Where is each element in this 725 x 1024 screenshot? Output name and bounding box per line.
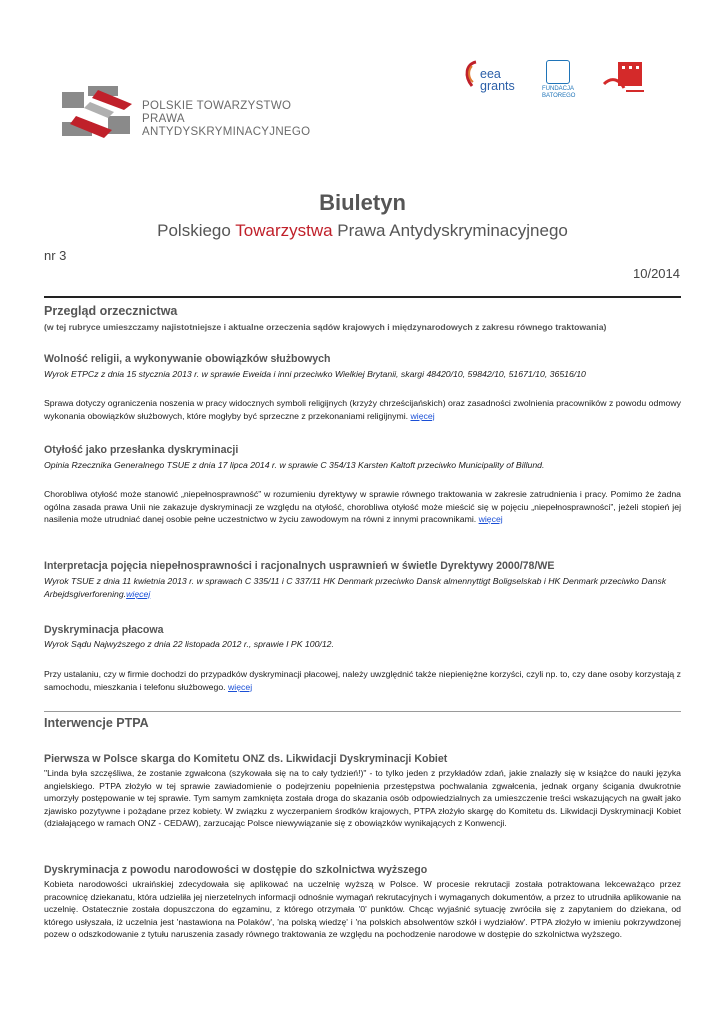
red-partner-logo-icon xyxy=(602,58,648,100)
fundacja-batorego-logo-icon xyxy=(546,60,570,84)
more-link[interactable]: więcej xyxy=(126,588,151,599)
sponsor-logos xyxy=(464,56,664,106)
item-text-body: Przy ustalaniu, czy w firmie dochodzi do przypadków dyskryminacji płacowej, należy uwzględnić także niepieniężne korzyści, czyli np. to, czy dane osoby korzystają z samochodu, mieszkania i telefonu służbowego. xyxy=(44,669,681,692)
subtitle-pre: Polskiego xyxy=(157,221,236,240)
item-text: "Linda była szczęśliwa, że zostanie zgwałcona (szykowała się na to cały tydzień!)" - to tylko jeden z przykładów zdań, jakie znalazły się w książce do nauki języka angielskiego. PTPA złożyło w tej sprawie zawiadomienie o podejrzeniu popełnienia przestępstwa pochwalania zgwałcenia, jednak organy ścigania dwukrotnie umorzyły postępowanie w tej sprawie. Tym samym zamknięta została droga do skazania osób odpowiedzialnych za umieszczenie treści wskazujących na gwałt jako zjawisko pozytywne i pożądane przez kobiety. W związku z wyczerpaniem środków krajowych, PTPA złożyło skargę do Komitetu ds. Likwidacji Dyskryminacji Kobiet (działającego w ramach ONZ - CEDAW), zarzucając Polsce niewywiązanie się z obowiązków wynikających z Konwencji. xyxy=(44,768,681,828)
eea-text: eea xyxy=(480,67,501,81)
item-citation xyxy=(44,575,681,600)
item-text-body: Chorobliwa otyłość może stanowić „niepełnosprawność” w rozumieniu dyrektywy w sprawie równego traktowania w zakresie zatrudnienia i pracy. Pomimo że żadna ogólna zasada prawa Unii nie zakazuje dyskryminacji ze względu na otyłość, chorobliwa otyłość może mieścić się w pojęciu „niepełnosprawności”, jeżeli stopień jej nasilenia może utrudniać danej osobie pełne uczestnictwo w życiu zawodowym na równi z innymi pracownikami. xyxy=(44,489,681,524)
subtitle-highlight: Towarzystwa xyxy=(235,221,333,240)
item-title: Interpretacja pojęcia niepełnosprawności i racjonalnych usprawnień w świetle Dyrektywy 2000/78/WE xyxy=(44,560,555,572)
item-title: Dyskryminacja płacowa xyxy=(44,624,164,636)
issue-number: nr 3 xyxy=(44,248,67,263)
divider-top xyxy=(44,296,681,298)
item-text: Kobieta narodowości ukraińskiej zdecydowała się aplikować na uczelnię wyższą w Polsce. W procesie rekrutacji została potraktowana lekceważąco przez pracownicę dziekanatu, która udzieliła jej nierzetelnych informacji odnośnie wymagań rekrutacyjnych i wymaganych dokumentów, a przez to utrudniła aplikowanie na uczelnię. Ostatecznie została dopuszczona do egzaminu, z którego otrzymała '0' punktów. Chcąc wyjaśnić sytuację zwróciła się z zapytaniem do dziekana, od którego usłyszała, iż uczelnia jest 'nastawiona na Polaków', 'na polską wiedzę' i 'na polskich absolwentów szkół i wydziałów'. PTPA złożyło w imieniu pokrzywdzonej pozew o odszkodowanie z tytułu naruszenia zasady równego traktowania ze względu na pochodzenie narodowe w dostępie do szkolnictwa wyższego. xyxy=(44,879,681,939)
item-title: Pierwsza w Polsce skarga do Komitetu ONZ ds. Likwidacji Dyskryminacji Kobiet xyxy=(44,753,448,765)
item-title: Wolność religii, a wykonywanie obowiązków służbowych xyxy=(44,353,331,365)
ptpa-logo-icon xyxy=(62,86,138,144)
item-citation: Wyrok Sądu Najwyższego z dnia 22 listopada 2012 r., sprawie I PK 100/12. xyxy=(44,639,334,649)
bulletin-title: Biuletyn xyxy=(319,190,406,215)
divider-middle xyxy=(44,711,681,712)
more-link[interactable]: więcej xyxy=(410,410,435,421)
batory-text xyxy=(542,86,582,100)
item-citation-body: Wyrok TSUE z dnia 11 kwietnia 2013 r. w sprawach C 335/11 i C 337/11 HK Denmark przeciwko Dansk almennyttigt Boligselskab i HK Denmark przeciwko Dansk Arbejdsgiverforening. xyxy=(44,576,667,599)
item-text xyxy=(44,397,681,422)
issue-date: 10/2014 xyxy=(633,266,680,281)
ptpa-logo-text xyxy=(142,100,332,139)
subtitle-post: Prawa Antydyskryminacyjnego xyxy=(332,221,568,240)
item-text xyxy=(44,488,681,526)
eea-grants-logo xyxy=(464,56,524,100)
batory-line1: FUNDACJA xyxy=(542,86,575,92)
red-partner-logo xyxy=(602,58,648,100)
batory-line2: BATOREGO xyxy=(542,93,576,99)
eea-grants-logo-icon xyxy=(464,60,480,88)
item-citation: Wyrok ETPCz z dnia 15 stycznia 2013 r. w sprawie Eweida i inni przeciwko Wielkiej Brytanii, skargi 48420/10, 59842/10, 51671/10, 36516/10 xyxy=(44,369,586,379)
item-title: Otyłość jako przesłanka dyskryminacji xyxy=(44,444,239,456)
section-heading-case-law: Przegląd orzecznictwa xyxy=(44,304,178,318)
section-note: (w tej rubryce umieszczamy najistotniejsze i aktualne orzeczenia sądów krajowych i międzynarodowych z zakresu równego traktowania) xyxy=(44,322,607,332)
ptpa-logo-line1: POLSKIE TOWARZYSTWO xyxy=(142,100,292,112)
item-text xyxy=(44,668,681,693)
item-text-body: Sprawa dotyczy ograniczenia noszenia w pracy widocznych symboli religijnych (krzyży chrześcijańskich) oraz zasadności zwolnienia pracowników z powodu odmowy wykonania obowiązków służbowych, które mogłyby być sprzeczne z przekonaniami religijnymi. xyxy=(44,398,681,421)
ptpa-logo xyxy=(62,86,332,146)
item-title: Dyskryminacja z powodu narodowości w dostępie do szkolnictwa wyższego xyxy=(44,864,428,876)
item-citation: Opinia Rzecznika Generalnego TSUE z dnia 17 lipca 2014 r. w sprawie C 354/13 Karsten Kaltoft przeciwko Municipality of Billund. xyxy=(44,460,545,470)
grants-text: grants xyxy=(480,79,515,93)
more-link[interactable]: więcej xyxy=(228,681,253,692)
ptpa-logo-line2: PRAWA ANTYDYSKRYMINACYJNEGO xyxy=(142,113,311,138)
fundacja-batorego-logo xyxy=(542,60,582,106)
bulletin-subtitle xyxy=(0,221,725,241)
section-heading-interventions: Interwencje PTPA xyxy=(44,716,149,730)
more-link[interactable]: więcej xyxy=(478,514,503,524)
